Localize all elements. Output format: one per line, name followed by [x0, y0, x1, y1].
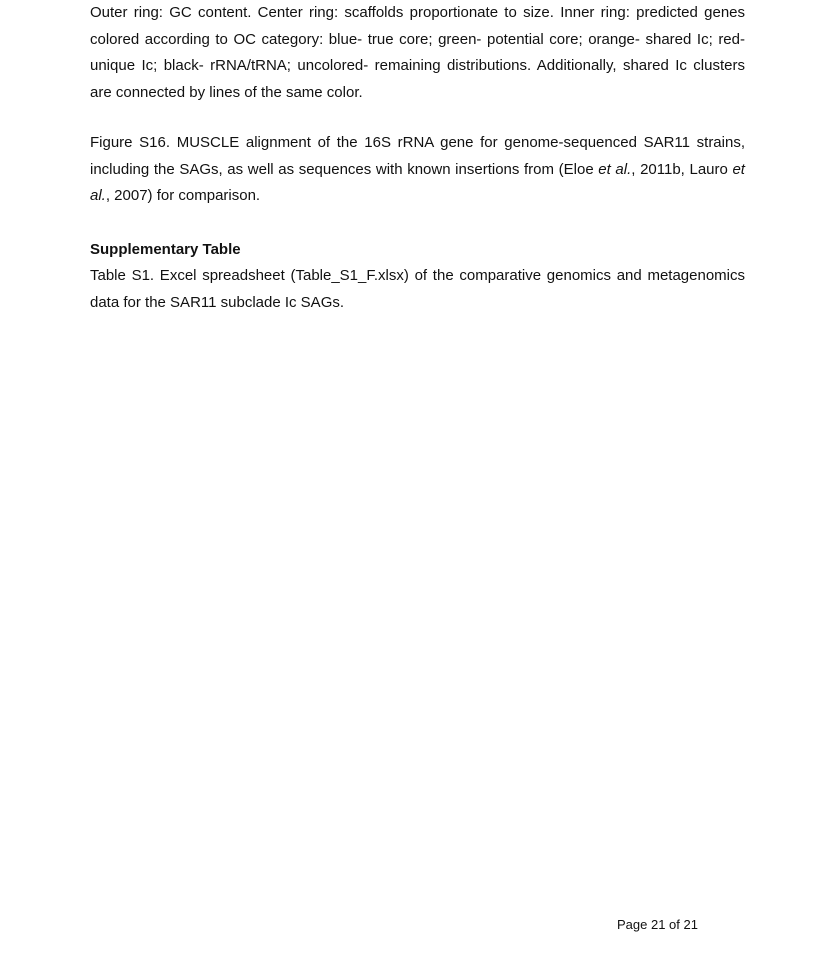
figure-s16-caption-part1: Figure S16. MUSCLE alignment of the 16S rRNA gene for genome-sequenced SAR11 strains, including the SAGs, as well as sequences with known insertions from (Eloe — [90, 134, 745, 178]
figure-s16-caption-part2: , 2011b, Lauro — [631, 160, 733, 178]
figure-s16-caption-etal-1: et al. — [598, 160, 632, 178]
table-s1-description: Table S1. Excel spreadsheet (Table_S1_F.xlsx) of the comparative genomics and metagenomics data for the SAR11 subclade Ic SAGs. — [90, 267, 745, 311]
supplementary-table-heading: Supplementary Table — [90, 241, 241, 258]
figure-s16-caption-etal-2: et al. — [90, 160, 745, 204]
figure-s16-caption — [90, 130, 745, 210]
figure-s15-caption-continuation: Outer ring: GC content. Center ring: scaffolds proportionate to size. Inner ring: predicted genes colored according to OC category: blue- true core; green- potential core; orange- shared Ic; red- unique Ic; black- rRNA/tRNA; uncolored- remaining distributions. Additionally, shared Ic clusters are connected by lines of the same color. — [90, 4, 745, 101]
page-number: Page 21 of 21 — [617, 917, 698, 932]
figure-s16-caption-part3: , 2007) for comparison. — [105, 187, 261, 204]
